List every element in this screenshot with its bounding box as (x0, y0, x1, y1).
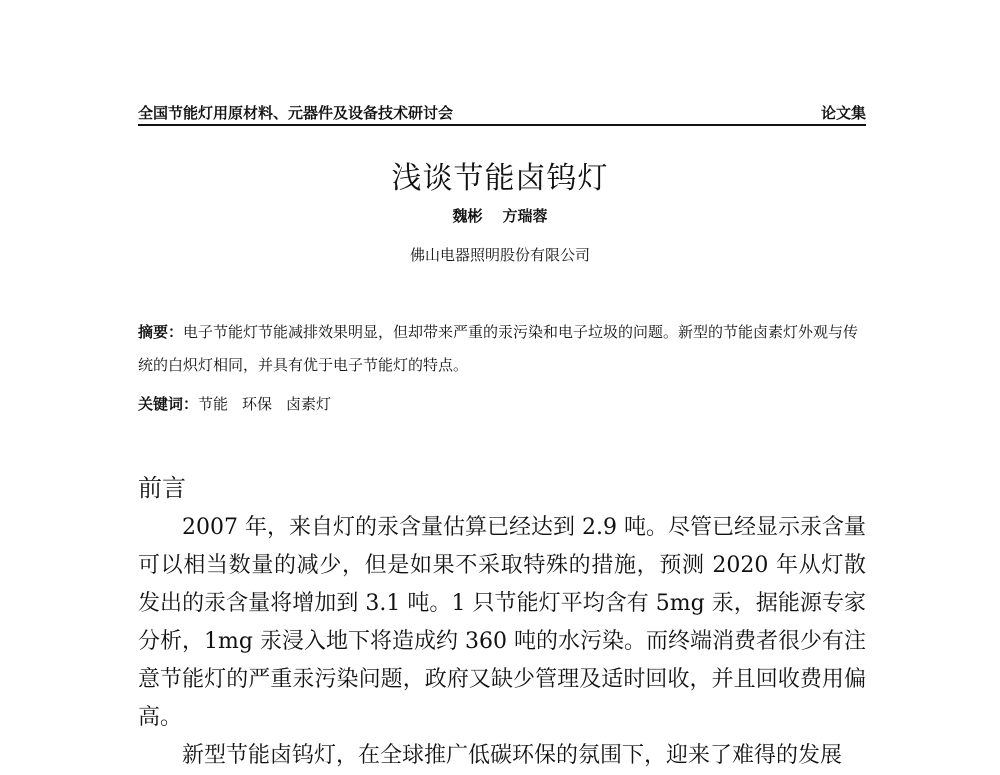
author-name: 魏彬 (452, 207, 483, 225)
keywords-label: 关键词： (138, 395, 199, 413)
author-name: 方瑞蓉 (502, 207, 548, 225)
keyword: 卤素灯 (286, 395, 332, 413)
abstract (138, 316, 866, 382)
section-body (138, 509, 866, 775)
collection-label: 论文集 (820, 104, 866, 122)
body-paragraph: 2007 年，来自灯的汞含量估算已经达到 2.9 吨。尽管已经显示汞含量可以相当数量的减少，但是如果不采取特殊的措施，预测 2020 年从灯散发出的汞含量将增加到 3.1 吨。1 只节能灯平均含有 5mg 汞，据能源专家分析，1mg 汞浸入地下将造成约 360 吨的水污染。而终端消费者很少有注意节能灯的严重汞污染问题，政府又缺少管理及适时回收，并且回收费用偏高。 (138, 515, 866, 730)
conference-name: 全国节能灯用原材料、元器件及设备技术研讨会 (138, 104, 454, 122)
section-heading: 前言 (138, 474, 186, 502)
keyword: 环保 (242, 395, 273, 413)
abstract-label: 摘要： (138, 323, 184, 341)
keyword: 节能 (198, 395, 229, 413)
paper-title: 浅谈节能卤钨灯 (391, 161, 609, 196)
affiliation: 佛山电器照明股份有限公司 (409, 246, 590, 264)
keywords (138, 393, 866, 414)
abstract-text: 电子节能灯节能减排效果明显，但却带来严重的汞污染和电子垃圾的问题。新型的节能卤素灯外观与传统的白炽灯相同，并具有优于电子节能灯的特点。 (138, 323, 859, 374)
body-paragraph: 新型节能卤钨灯，在全球推广低碳环保的氛围下，迎来了难得的发展 (182, 743, 843, 768)
running-header (138, 100, 866, 126)
author-list (0, 205, 1000, 226)
